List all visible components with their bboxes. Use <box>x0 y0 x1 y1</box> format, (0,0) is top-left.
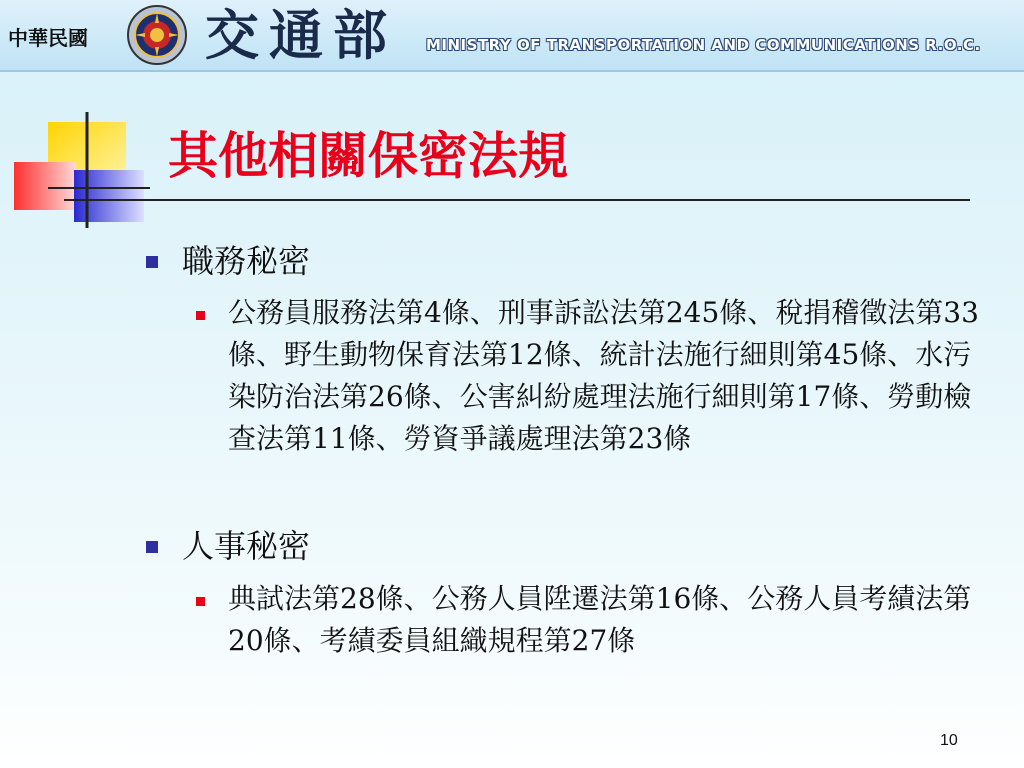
section-heading: 職務秘密 <box>182 242 311 280</box>
ministry-english-name: MINISTRY OF TRANSPORTATION AND COMMUNICATIONS R.O.C. <box>426 36 981 54</box>
section-bullet <box>146 256 158 268</box>
section-heading: 人事秘密 <box>182 527 311 565</box>
section-body: 公務員服務法第4條、刑事訴訟法第245條、稅捐稽徵法第33條、野生動物保育法第12條、統計法施行細則第45條、水污染防治法第26條、公害糾紛處理法施行細則第17條、勞動檢查法第11條、勞資爭議處理法第23條 <box>228 296 979 455</box>
sub-bullet <box>196 597 205 606</box>
sub-bullet <box>196 311 205 320</box>
decorative-squares <box>0 0 160 240</box>
ministry-chinese-name: 交通部 <box>205 3 397 67</box>
slide-title: 其他相關保密法規 <box>168 126 568 185</box>
title-divider <box>64 199 970 201</box>
section-bullet <box>146 541 158 553</box>
page-number: 10 <box>940 732 958 749</box>
country-label: 中華民國 <box>8 26 88 50</box>
section-body: 典試法第28條、公務人員陞遷法第16條、公務人員考績法第20條、考績委員組織規程第27條 <box>228 582 972 657</box>
